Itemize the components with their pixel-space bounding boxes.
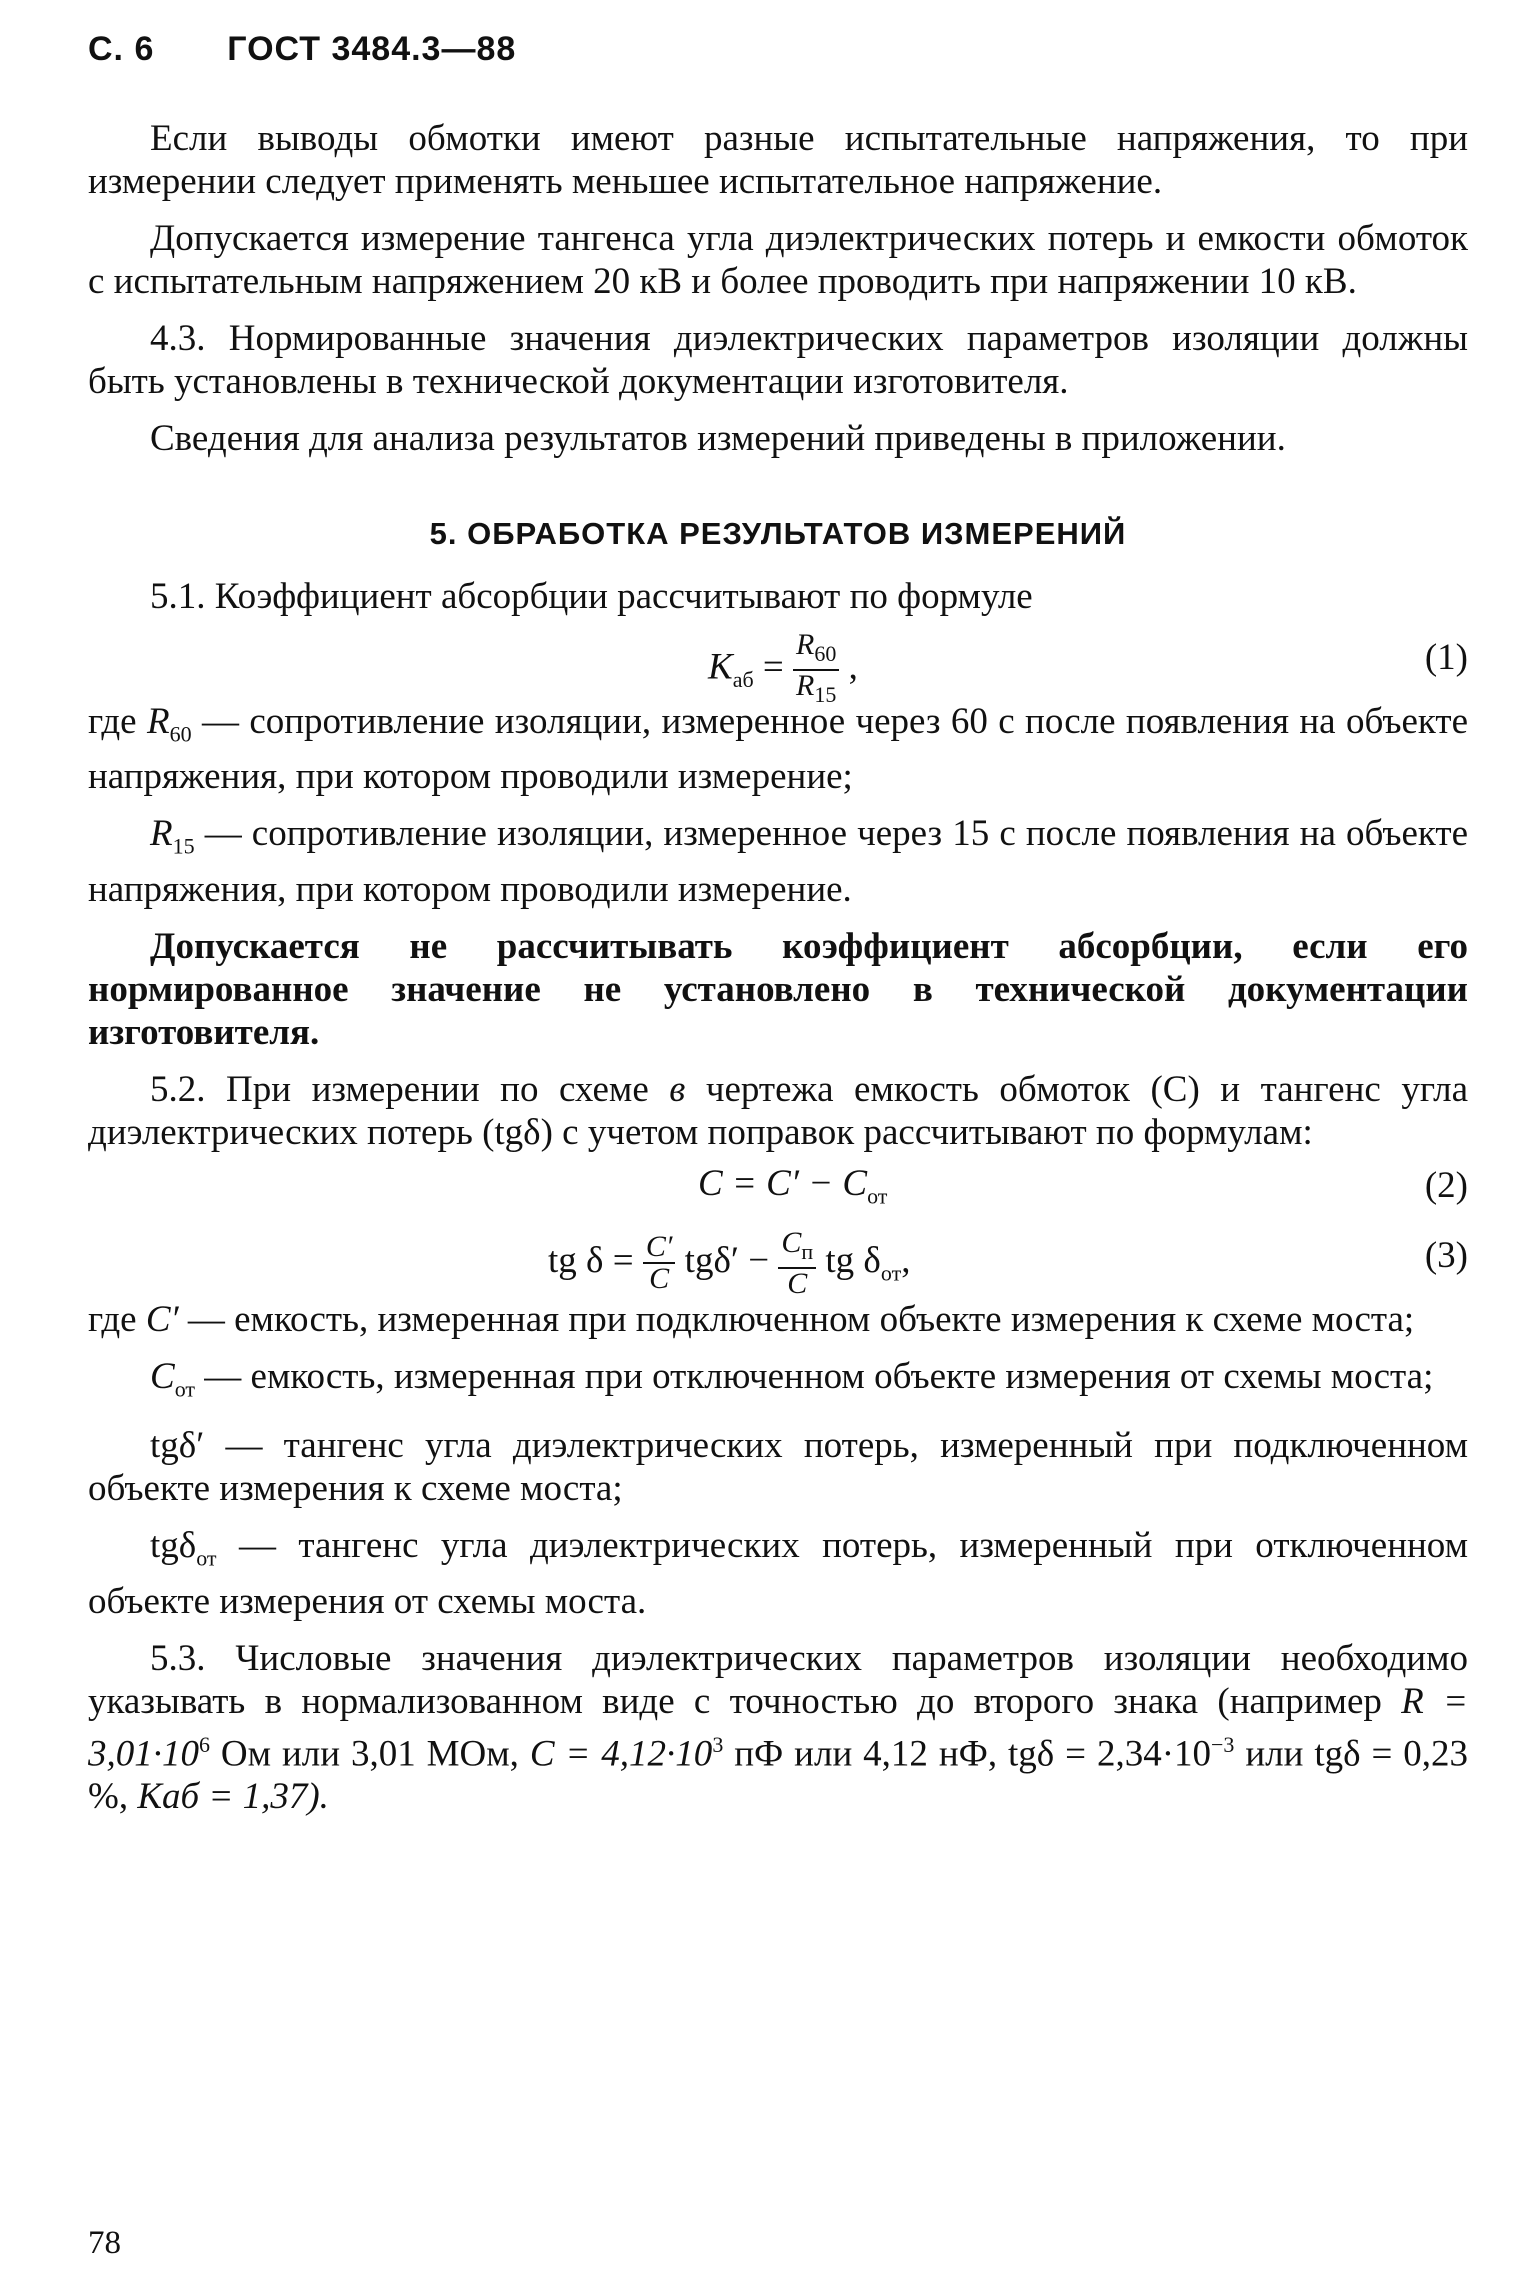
- section-heading: 5. ОБРАБОТКА РЕЗУЛЬТАТОВ ИЗМЕРЕНИЙ: [429, 516, 1127, 551]
- document-body: [88, 117, 1468, 1818]
- equation-number: (2): [1424, 1164, 1468, 1206]
- formula-expression: $K_{аб}$ = $\frac{R_{60}}{R_{15}}$ ,: [708, 630, 858, 710]
- equation-number: (3): [1424, 1234, 1468, 1276]
- equation-number: (1): [1424, 637, 1468, 678]
- page-number: 78: [88, 2225, 121, 2261]
- page-label: С. 6: [88, 30, 155, 68]
- running-header: [88, 30, 516, 69]
- formula-1: [88, 622, 1468, 707]
- formula-2: [88, 1158, 1468, 1216]
- fraction: $\frac{R_{60}}{R_{15}}$: [793, 630, 839, 710]
- paragraph: Сведения для анализа результатов измерений приведены в приложении.: [150, 418, 1286, 459]
- paragraph: Если выводы обмотки имеют разные испытательные напряжения, то при измерении следует применять меньшее испытательное напряжение.: [88, 118, 1468, 202]
- definition: tgδ$_{от}$ — тангенс угла диэлектрических потерь, измеренный при отключенном объекте измерения от схемы моста.: [88, 1525, 1469, 1622]
- definition: $R_{15}$ — сопротивление изоляции, измеренное через 15 с после появления на объекте напряжения, при котором проводили измерение.: [88, 813, 1468, 910]
- formula-expression: $C = C' - C_{от}$: [698, 1162, 888, 1209]
- paragraph: 5.1. Коэффициент абсорбции рассчитывают по формуле: [150, 576, 1033, 617]
- paragraph: 5.2. При измерении по схеме в чертежа емкость обмоток (C) и тангенс угла диэлектрических потерь (tgδ) с учетом поправок рассчитывают по формулам:: [88, 1068, 1468, 1153]
- paragraph: Допускается измерение тангенса угла диэлектрических потерь и емкости обмоток с испытательным напряжением 20 кВ и более проводить при напряжении 10 кВ.: [88, 218, 1468, 302]
- formula-3: [88, 1220, 1468, 1300]
- definition: где $R_{60}$ — сопротивление изоляции, измеренное через 60 с после появления на объекте напряжения, при котором проводили измерение;: [88, 701, 1469, 798]
- standard-number: ГОСТ 3484.3—88: [227, 30, 517, 68]
- formula-expression: tg δ = $\frac{C'}{C}$ tgδ′ − $\frac{C_п}{C}$ tg $\delta_{от}$,: [548, 1225, 911, 1300]
- paragraph: 4.3. Нормированные значения диэлектрических параметров изоляции должны быть установлены в технической документации изготовителя.: [88, 318, 1468, 402]
- paragraph: Допускается не рассчитывать коэффициент абсорбции, если его нормированное значение не установлено в технической документации изготовителя.: [88, 925, 1468, 1053]
- paragraph: 5.3. Числовые значения диэлектрических параметров изоляции необходимо указывать в нормализованном виде с точностью до второго знака (например $R = 3,01\cdot 10^6$ Ом или 3,01 МОм, $C = 4,12\cdot 10^3$ пФ или 4,12 нФ, $tg\delta = 2,34\cdot 10^{-3}$ или tgδ = 0,23 %, Kаб = 1,37).: [88, 1637, 1469, 1817]
- definition: $C_{от}$ — емкость, измеренная при отключенном объекте измерения от схемы моста;: [150, 1355, 1434, 1402]
- definition: где C′ — емкость, измеренная при подключенном объекте измерения к схеме моста;: [88, 1298, 1415, 1340]
- definition: tgδ′ — тангенс угла диэлектрических потерь, измеренный при подключенном объекте измерения к схеме моста;: [88, 1425, 1469, 1510]
